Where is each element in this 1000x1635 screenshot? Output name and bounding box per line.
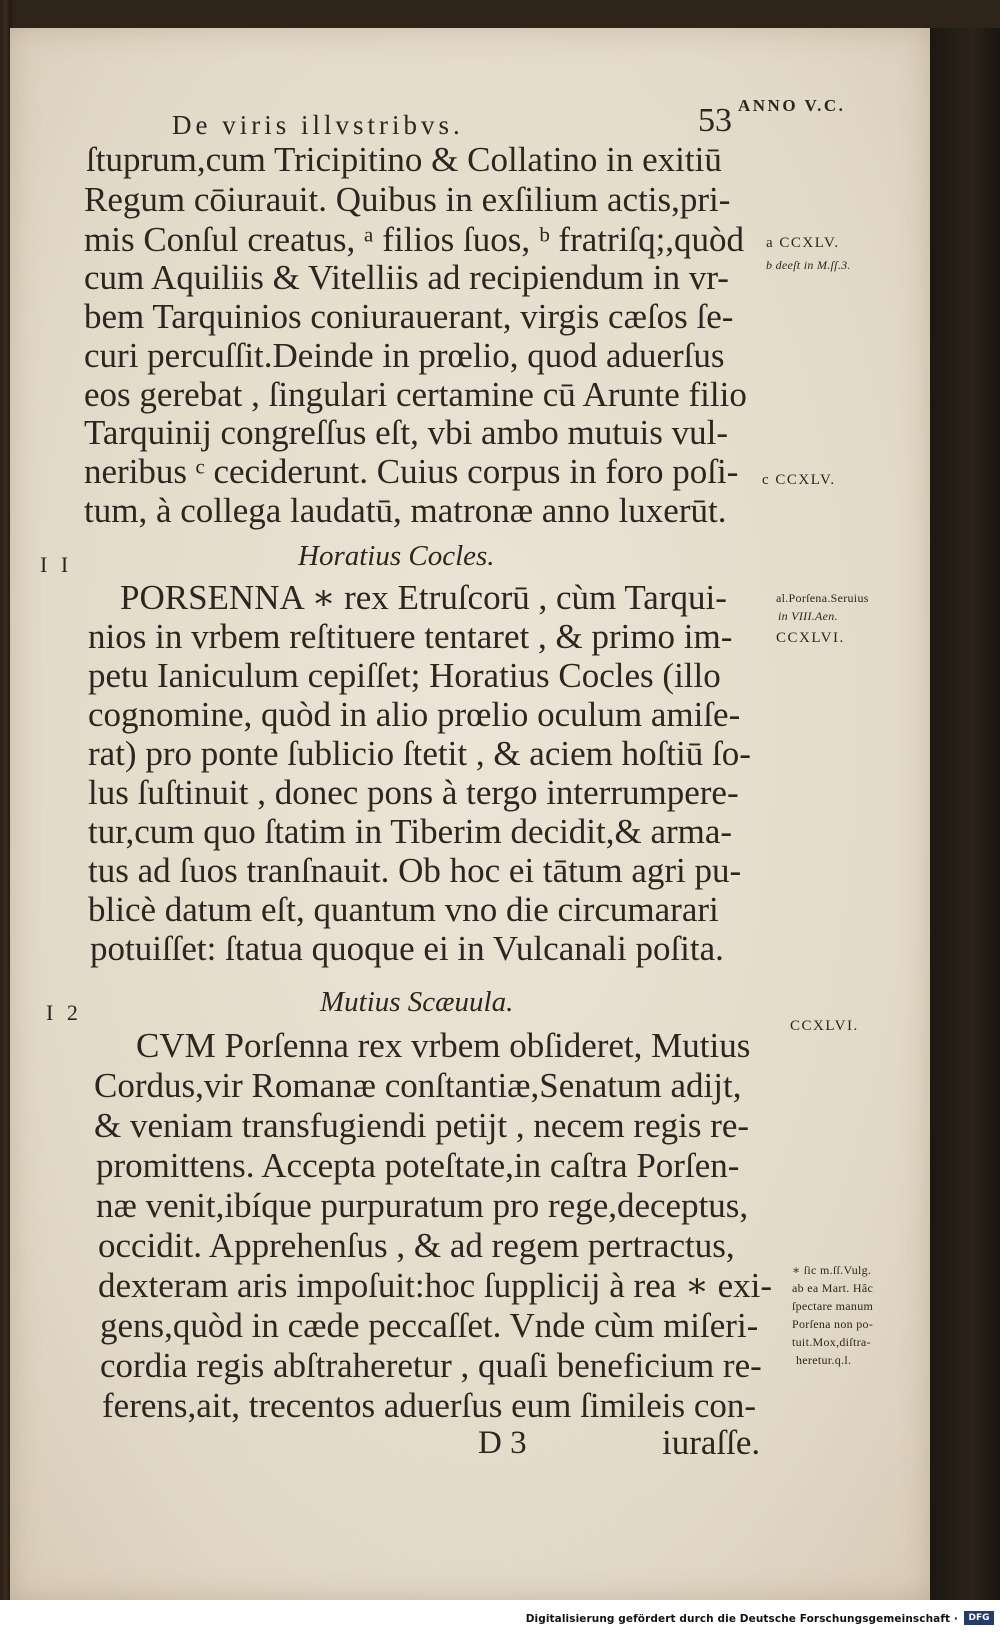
page-number: 53 (698, 102, 732, 139)
margin-note: ∗ ſic m.ſſ.Vulg. (792, 1263, 872, 1277)
margin-note: al.Porſena.Seruius (776, 591, 869, 605)
margin-note: ab ea Mart. Hâc (792, 1281, 874, 1295)
text-line: PORSENNA ∗ rex Etruſcorū , cùm Tarqui- (120, 578, 727, 617)
anno-header: ANNO V.C. (738, 96, 846, 115)
text-line: Cordus,vir Romanæ conſtantiæ,Senatum adijt, (94, 1066, 742, 1105)
text-line: occidit. Apprehenſus , & ad regem pertractus, (98, 1226, 735, 1265)
text-line: tum, à collega laudatū, matronæ anno luxerūt. (84, 491, 727, 530)
text-line: cordia regis abſtraheretur , quaſi beneficium re- (100, 1346, 762, 1385)
text-line: ſtuprum,cum Tricipitino & Collatino in exitiū (86, 140, 722, 179)
text-line: petu Ianiculum cepiſſet; Horatius Cocles (illo (88, 656, 721, 695)
text-line: cum Aquiliis & Vitelliis ad recipiendum in vr- (84, 258, 729, 297)
margin-note: tuit.Mox,diſtra- (792, 1335, 871, 1349)
section-number: I I (40, 552, 73, 577)
signature-mark: D 3 (478, 1425, 527, 1461)
margin-note: b deeſt in M.ſſ.3. (766, 258, 851, 272)
text-line: neribus ᶜ ceciderunt. Cuius corpus in foro poſi- (84, 452, 739, 491)
text-line: potuiſſet: ſtatua quoque ei in Vulcanali poſita. (90, 929, 724, 968)
text-line: nios in vrbem reſtituere tentaret , & primo im- (88, 617, 733, 656)
text-line: gens,quòd in cæde peccaſſet. Vnde cùm miſeri- (100, 1306, 759, 1345)
digitization-credit: Digitalisierung gefördert durch die Deutsche Forschungsgemeinschaft · (525, 1613, 958, 1625)
text-line: næ venit,ibíque purpuratum pro rege,deceptus, (96, 1186, 749, 1225)
margin-note: a CCXLV. (766, 235, 840, 251)
text-line: blicè datum eſt, quantum vno die circumarari (88, 890, 719, 929)
text-line: dexteram aris impoſuit:hoc ſupplicij à rea ∗ exi- (98, 1266, 772, 1305)
text-line: bem Tarquinios coniurauerant, virgis cæſos ſe- (84, 297, 734, 336)
text-line: eos gerebat , ſingulari certamine cū Arunte filio (84, 375, 747, 414)
text-line: promittens. Accepta poteſtate,in caſtra Porſen- (96, 1146, 740, 1185)
section-heading: Horatius Cocles. (298, 540, 495, 572)
margin-note: heretur.q.l. (796, 1353, 852, 1367)
text-line: ferens,ait, trecentos aduerſus eum ſimileis con- (102, 1386, 757, 1425)
text-line: curi percuſſit.Deinde in prœlio, quod aduerſus (84, 336, 725, 375)
section-heading: Mutius Scæuula. (320, 986, 514, 1018)
dfg-logo: DFG (964, 1611, 994, 1625)
text-line: & veniam transfugiendi petijt , necem regis re- (94, 1106, 750, 1145)
margin-note: ſpectare manum (792, 1299, 874, 1313)
margin-note: CCXLVI. (776, 630, 845, 646)
catchword: iuraſſe. (662, 1423, 761, 1462)
running-title: De viris illvstribvs. (172, 110, 464, 140)
text-line: cognomine, quòd in alio prœlio oculum amiſe- (88, 695, 741, 734)
text-line: tur,cum quo ſtatim in Tiberim decidit,& arma- (88, 812, 733, 851)
margin-note: Porſena non po- (792, 1317, 874, 1331)
text-line: lus ſuſtinuit , donec pons à tergo interrumpere- (88, 773, 739, 812)
margin-note: c CCXLV. (762, 472, 836, 488)
text-line: rat) pro ponte ſublicio ſtetit , & aciem hoſtiū ſo- (88, 734, 751, 773)
section-number: I 2 (46, 1000, 82, 1025)
text-line: Regum cōiurauit. Quibus in exſilium actis,pri- (84, 180, 731, 219)
margin-note: CCXLVI. (790, 1018, 859, 1034)
margin-note: in VIII.Aen. (778, 609, 838, 623)
text-line: tus ad ſuos tranſnauit. Ob hoc ei tātum agri pu- (88, 851, 742, 890)
page-edge (930, 28, 1000, 1600)
text-line: Tarquinij congreſſus eſt, vbi ambo mutuis vul- (84, 413, 728, 452)
text-line: CVM Porſenna rex vrbem obſideret, Mutius (136, 1026, 751, 1065)
text-line: mis Conſul creatus, ᵃ filios ſuos, ᵇ fratriſq;,quòd (84, 220, 745, 259)
